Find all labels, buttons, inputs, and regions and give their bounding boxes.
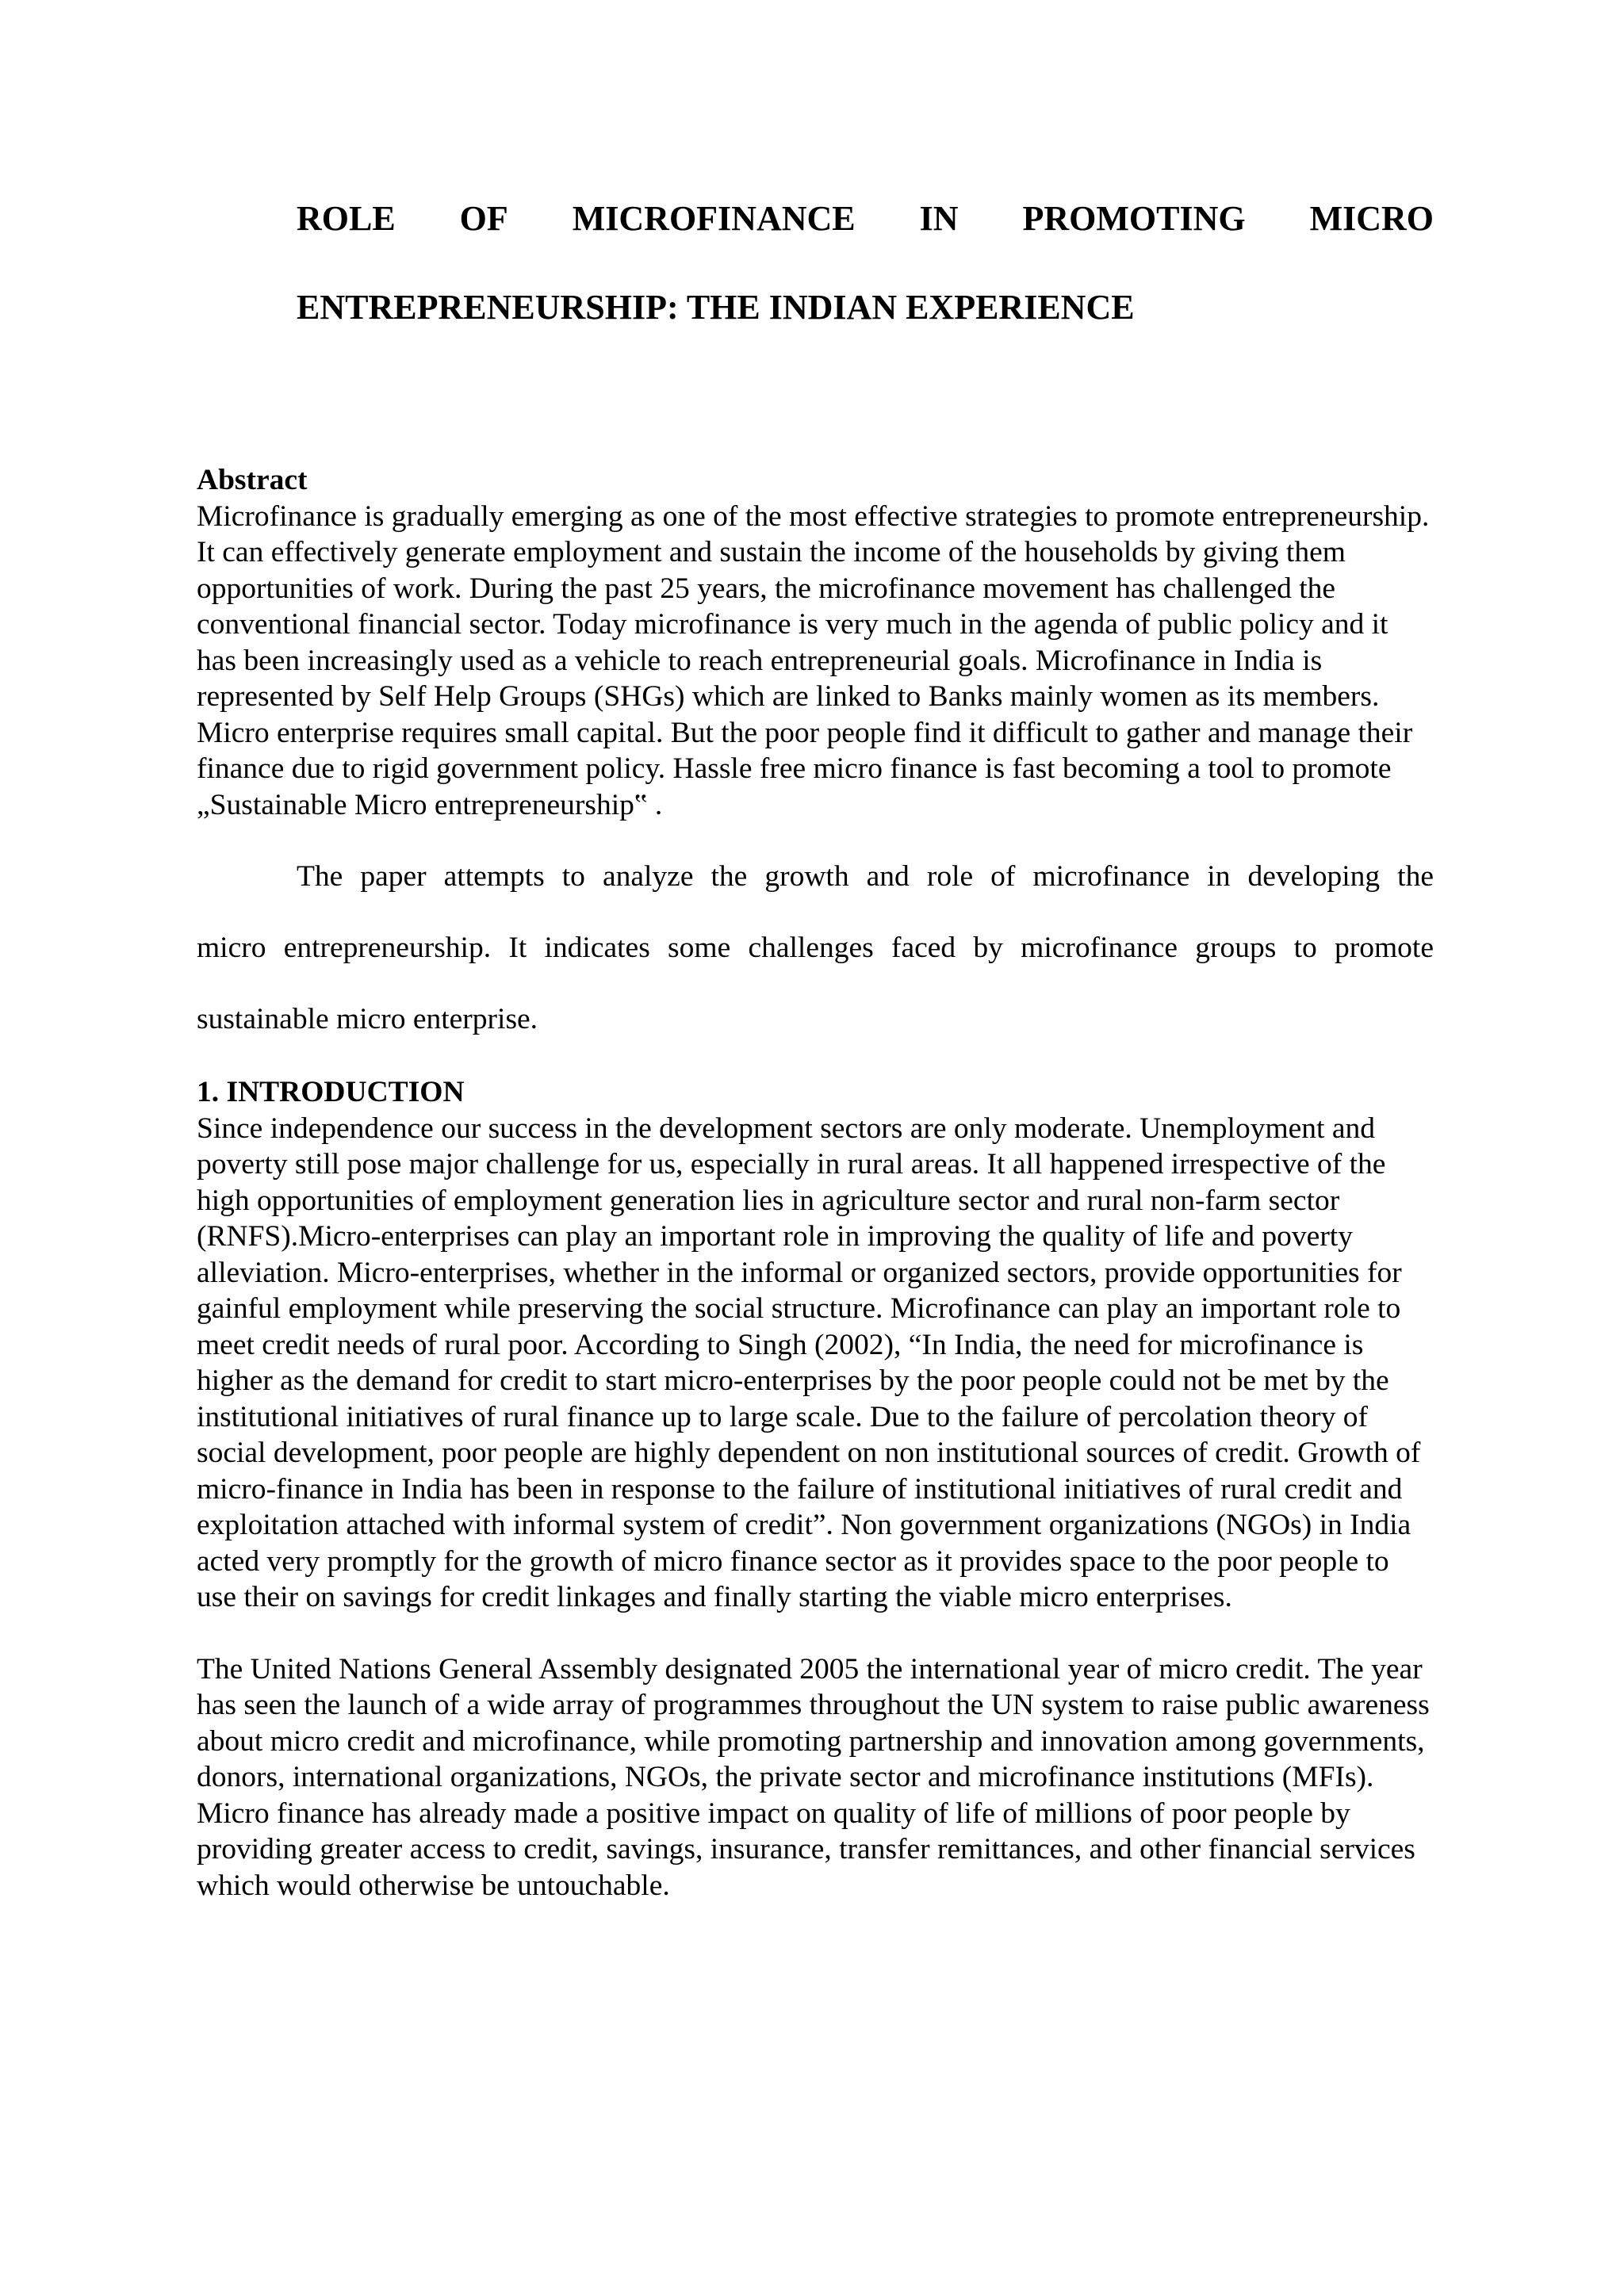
title-word: MICROFINANCE <box>572 199 856 238</box>
abstract-paragraph-3-line-1: The paper attempts to analyze the growth and role of microfinance in developing the <box>297 860 1434 893</box>
title-word: MICRO <box>1309 199 1434 238</box>
abstract-section <box>197 462 1434 823</box>
abstract-paragraph-3-line-2: micro entrepreneurship. It indicates some challenges faced by microfinance groups to promote <box>197 932 1434 964</box>
abstract-paragraph-3-line-3: sustainable micro enterprise. <box>197 1003 538 1035</box>
title-word: OF <box>459 199 508 238</box>
introduction-paragraph-1: Since independence our success in the development sectors are only moderate. Unemployment and poverty still pose major challenge for us, especially in rural areas. It all happened irrespective of the high opportunities of employment generation lies in agriculture sector and rural non-farm sector (RNFS).Micro-enterprises can play an important role in improving the quality of life and poverty alleviation. Micro-enterprises, whether in the informal or organized sectors, provide opportunities for gainful employment while preserving the social structure. Microfinance can play an important role to meet credit needs of rural poor. According to Singh (2002), “In India, the need for microfinance is higher as the demand for credit to start micro-enterprises by the poor people could not be met by the institutional initiatives of rural finance up to large scale. Due to the failure of percolation theory of social development, poor people are highly dependent on non institutional sources of credit. Growth of micro-finance in India has been in response to the failure of institutional initiatives of rural credit and exploitation attached with informal system of credit”. Non government organizations (NGOs) in India acted very promptly for the growth of micro finance sector as it provides space to the poor people to use their on savings for credit linkages and finally starting the viable micro enterprises. <box>197 1112 1421 1613</box>
title-word: ROLE <box>297 199 396 238</box>
title-word: IN <box>919 199 959 238</box>
abstract-paragraph-1: Microfinance is gradually emerging as one of the most effective strategies to promote entrepreneurship. It can effectively generate employment and sustain the income of the households by giving them opportunities of work. During the past 25 years, the microfinance movement has challenged the conventional financial sector. Today microfinance is very much in the agenda of public policy and it has been increasingly used as a vehicle to reach entrepreneurial goals. Microfinance in India is represented by Self Help Groups (SHGs) which are linked to Banks mainly women as its members. <box>197 499 1430 713</box>
paper-title-line-2: ENTREPRENEURSHIP: THE INDIAN EXPERIENCE <box>297 288 1135 327</box>
introduction-paragraph-2: The United Nations General Assembly designated 2005 the international year of micro credit. The year has seen the launch of a wide array of programmes throughout the UN system to raise public awareness about micro credit and microfinance, while promoting partnership and innovation among governments, donors, international organizations, NGOs, the private sector and microfinance institutions (MFIs). Micro finance has already made a positive impact on quality of life of millions of poor people by providing greater access to credit, savings, insurance, transfer remittances, and other financial services which would otherwise be untouchable. <box>197 1652 1430 1902</box>
abstract-heading: Abstract <box>197 464 308 496</box>
paper-title-line-1 <box>297 197 1434 241</box>
abstract-paragraph-2: Micro enterprise requires small capital. But the poor people find it difficult to gather and manage their finance due to rigid government policy. Hassle free micro finance is fast becoming a tool to promote „Sustainable Micro entrepreneurship‟ . <box>197 716 1413 821</box>
title-word: PROMOTING <box>1022 199 1246 238</box>
introduction-section <box>197 1074 1434 1904</box>
introduction-heading: 1. INTRODUCTION <box>197 1076 465 1108</box>
